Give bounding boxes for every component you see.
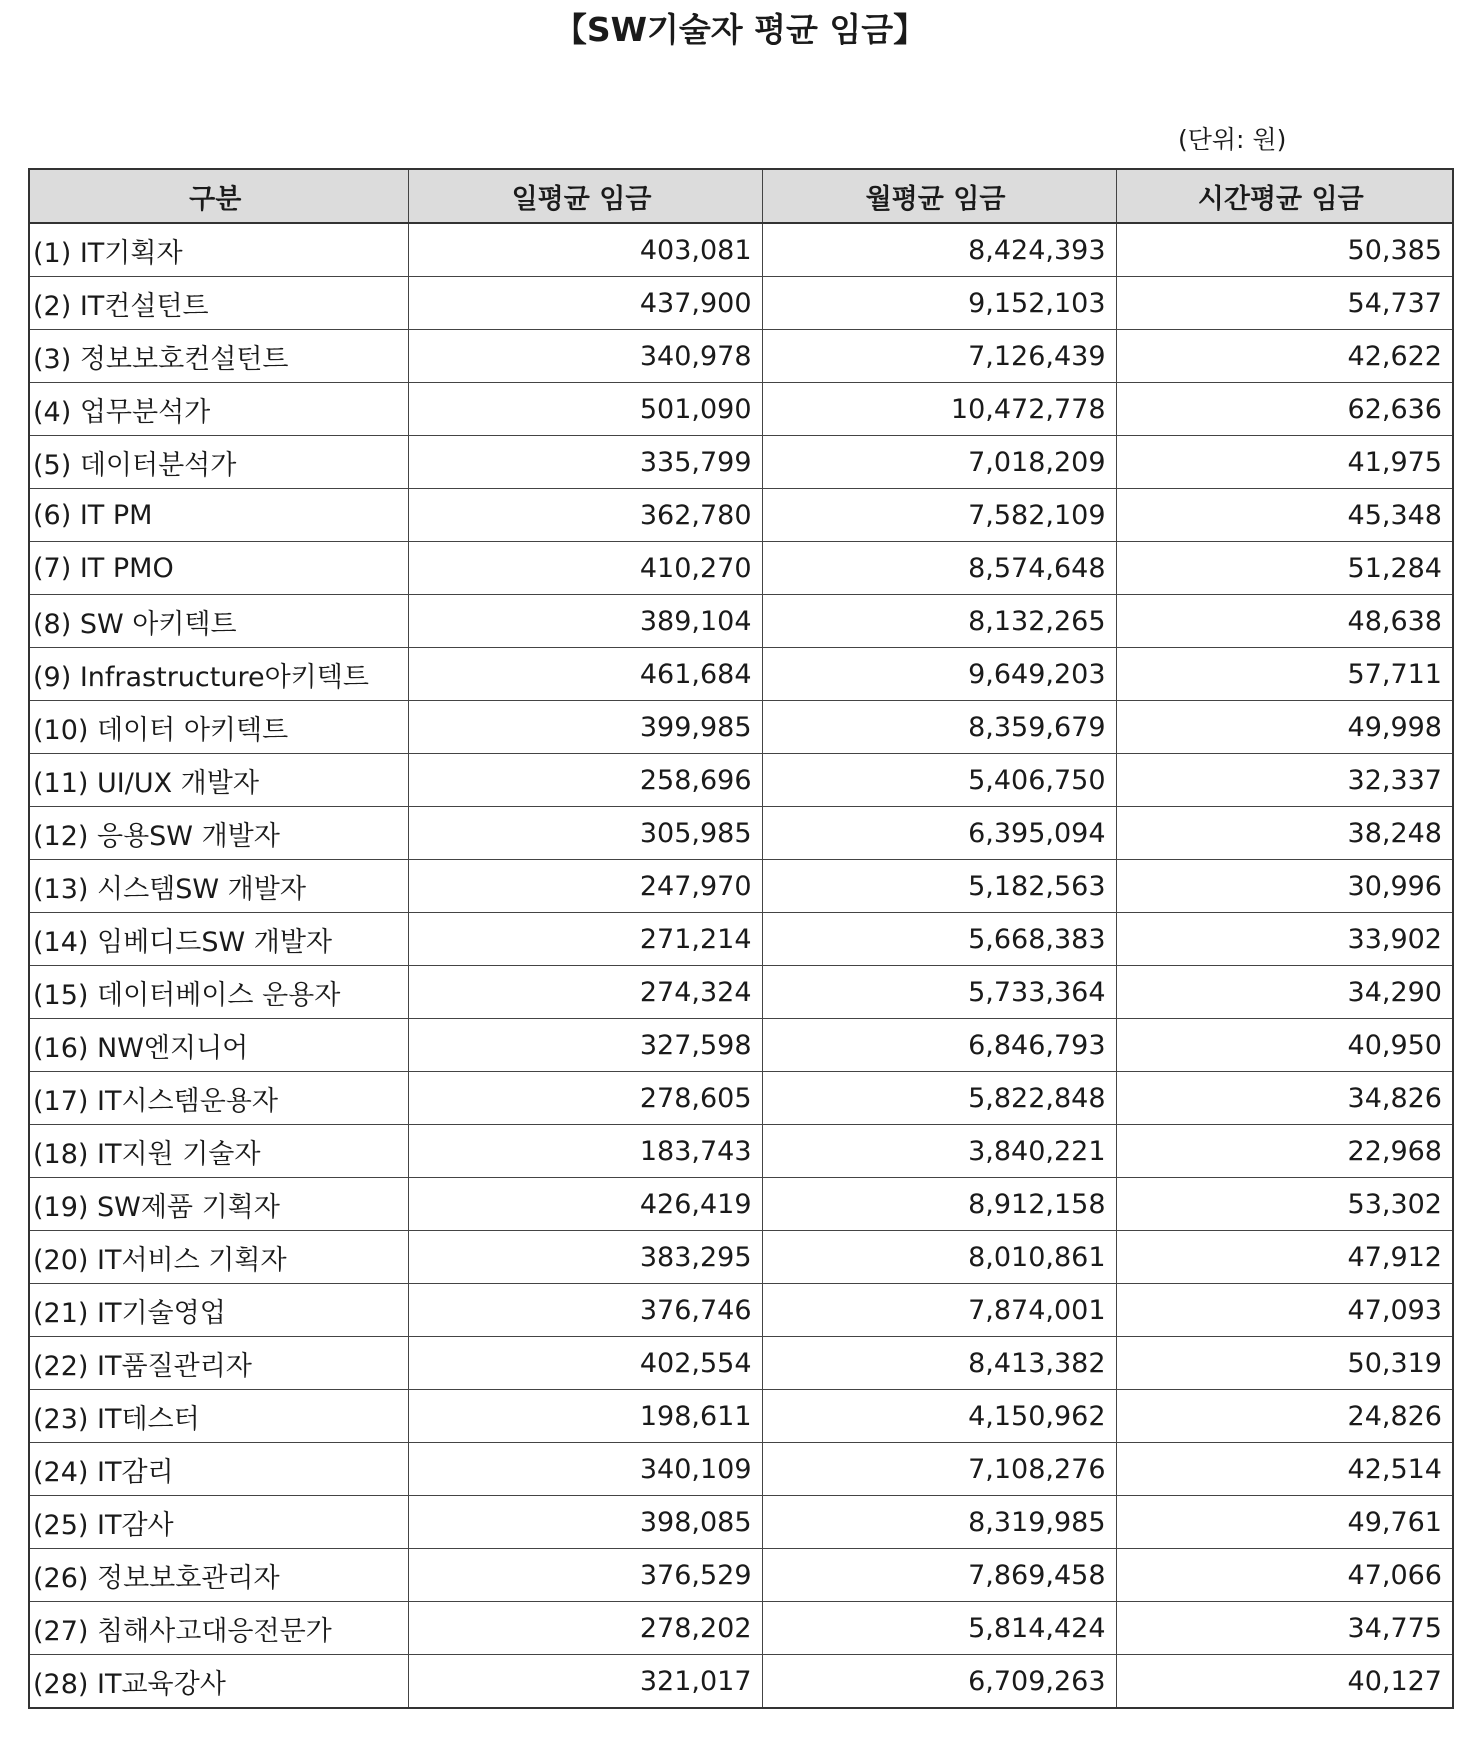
table-row (29, 1337, 1453, 1390)
table-row (29, 1178, 1453, 1231)
table-row (29, 1390, 1453, 1443)
header-row (29, 169, 1453, 223)
table-row (29, 1231, 1453, 1284)
daily-wage-cell: 437,900 (408, 277, 762, 330)
table-row (29, 1443, 1453, 1496)
hourly-wage-cell: 54,737 (1116, 277, 1453, 330)
header-daily-wage: 일평균 임금 (408, 169, 762, 223)
job-category-cell: (1) IT기획자 (29, 223, 408, 277)
monthly-wage-cell: 5,668,383 (762, 913, 1116, 966)
monthly-wage-cell: 5,182,563 (762, 860, 1116, 913)
hourly-wage-cell: 30,996 (1116, 860, 1453, 913)
table-row (29, 1602, 1453, 1655)
job-category-cell: (24) IT감리 (29, 1443, 408, 1496)
daily-wage-cell: 376,746 (408, 1284, 762, 1337)
table-row (29, 860, 1453, 913)
unit-note: (단위: 원) (1178, 125, 1287, 154)
daily-wage-cell: 399,985 (408, 701, 762, 754)
header-monthly-wage: 월평균 임금 (762, 169, 1116, 223)
table-row (29, 648, 1453, 701)
hourly-wage-cell: 42,622 (1116, 330, 1453, 383)
hourly-wage-cell: 50,385 (1116, 223, 1453, 277)
monthly-wage-cell: 6,709,263 (762, 1655, 1116, 1709)
daily-wage-cell: 376,529 (408, 1549, 762, 1602)
table-header (29, 169, 1453, 223)
job-category-cell: (16) NW엔지니어 (29, 1019, 408, 1072)
table-row (29, 1549, 1453, 1602)
table-row (29, 595, 1453, 648)
table-row (29, 701, 1453, 754)
job-category-cell: (27) 침해사고대응전문가 (29, 1602, 408, 1655)
job-category-cell: (23) IT테스터 (29, 1390, 408, 1443)
daily-wage-cell: 321,017 (408, 1655, 762, 1709)
monthly-wage-cell: 6,395,094 (762, 807, 1116, 860)
table-row (29, 1019, 1453, 1072)
monthly-wage-cell: 8,359,679 (762, 701, 1116, 754)
monthly-wage-cell: 5,733,364 (762, 966, 1116, 1019)
daily-wage-cell: 258,696 (408, 754, 762, 807)
hourly-wage-cell: 45,348 (1116, 489, 1453, 542)
hourly-wage-cell: 49,998 (1116, 701, 1453, 754)
table-row (29, 542, 1453, 595)
monthly-wage-cell: 7,874,001 (762, 1284, 1116, 1337)
monthly-wage-cell: 5,822,848 (762, 1072, 1116, 1125)
daily-wage-cell: 501,090 (408, 383, 762, 436)
monthly-wage-cell: 5,406,750 (762, 754, 1116, 807)
monthly-wage-cell: 7,869,458 (762, 1549, 1116, 1602)
job-category-cell: (8) SW 아키텍트 (29, 595, 408, 648)
table-row (29, 754, 1453, 807)
monthly-wage-cell: 3,840,221 (762, 1125, 1116, 1178)
daily-wage-cell: 247,970 (408, 860, 762, 913)
monthly-wage-cell: 8,010,861 (762, 1231, 1116, 1284)
hourly-wage-cell: 51,284 (1116, 542, 1453, 595)
job-category-cell: (11) UI/UX 개발자 (29, 754, 408, 807)
daily-wage-cell: 362,780 (408, 489, 762, 542)
daily-wage-cell: 403,081 (408, 223, 762, 277)
table-row (29, 330, 1453, 383)
hourly-wage-cell: 38,248 (1116, 807, 1453, 860)
table-row (29, 913, 1453, 966)
job-category-cell: (3) 정보보호컨설턴트 (29, 330, 408, 383)
hourly-wage-cell: 47,093 (1116, 1284, 1453, 1337)
daily-wage-cell: 198,611 (408, 1390, 762, 1443)
monthly-wage-cell: 8,132,265 (762, 595, 1116, 648)
monthly-wage-cell: 8,413,382 (762, 1337, 1116, 1390)
job-category-cell: (9) Infrastructure아키텍트 (29, 648, 408, 701)
hourly-wage-cell: 57,711 (1116, 648, 1453, 701)
daily-wage-cell: 389,104 (408, 595, 762, 648)
monthly-wage-cell: 8,319,985 (762, 1496, 1116, 1549)
monthly-wage-cell: 5,814,424 (762, 1602, 1116, 1655)
job-category-cell: (25) IT감사 (29, 1496, 408, 1549)
job-category-cell: (2) IT컨설턴트 (29, 277, 408, 330)
job-category-cell: (26) 정보보호관리자 (29, 1549, 408, 1602)
hourly-wage-cell: 22,968 (1116, 1125, 1453, 1178)
daily-wage-cell: 335,799 (408, 436, 762, 489)
daily-wage-cell: 426,419 (408, 1178, 762, 1231)
table-row (29, 1655, 1453, 1709)
hourly-wage-cell: 48,638 (1116, 595, 1453, 648)
daily-wage-cell: 278,605 (408, 1072, 762, 1125)
hourly-wage-cell: 24,826 (1116, 1390, 1453, 1443)
hourly-wage-cell: 32,337 (1116, 754, 1453, 807)
page-title: 【SW기술자 평균 임금】 (553, 10, 927, 49)
monthly-wage-cell: 7,126,439 (762, 330, 1116, 383)
daily-wage-cell: 340,978 (408, 330, 762, 383)
daily-wage-cell: 383,295 (408, 1231, 762, 1284)
daily-wage-cell: 398,085 (408, 1496, 762, 1549)
job-category-cell: (19) SW제품 기획자 (29, 1178, 408, 1231)
job-category-cell: (17) IT시스템운용자 (29, 1072, 408, 1125)
daily-wage-cell: 327,598 (408, 1019, 762, 1072)
job-category-cell: (5) 데이터분석가 (29, 436, 408, 489)
hourly-wage-cell: 41,975 (1116, 436, 1453, 489)
table-row (29, 1072, 1453, 1125)
table-row (29, 436, 1453, 489)
monthly-wage-cell: 8,912,158 (762, 1178, 1116, 1231)
table-body (29, 223, 1453, 1708)
table-row (29, 1496, 1453, 1549)
job-category-cell: (12) 응용SW 개발자 (29, 807, 408, 860)
monthly-wage-cell: 6,846,793 (762, 1019, 1116, 1072)
table-row (29, 277, 1453, 330)
table-row (29, 1284, 1453, 1337)
hourly-wage-cell: 34,775 (1116, 1602, 1453, 1655)
hourly-wage-cell: 50,319 (1116, 1337, 1453, 1390)
hourly-wage-cell: 42,514 (1116, 1443, 1453, 1496)
wage-table (28, 168, 1454, 1709)
hourly-wage-cell: 47,912 (1116, 1231, 1453, 1284)
hourly-wage-cell: 34,826 (1116, 1072, 1453, 1125)
hourly-wage-cell: 62,636 (1116, 383, 1453, 436)
monthly-wage-cell: 7,018,209 (762, 436, 1116, 489)
job-category-cell: (6) IT PM (29, 489, 408, 542)
daily-wage-cell: 271,214 (408, 913, 762, 966)
monthly-wage-cell: 8,574,648 (762, 542, 1116, 595)
daily-wage-cell: 410,270 (408, 542, 762, 595)
job-category-cell: (14) 임베디드SW 개발자 (29, 913, 408, 966)
job-category-cell: (4) 업무분석가 (29, 383, 408, 436)
monthly-wage-cell: 8,424,393 (762, 223, 1116, 277)
monthly-wage-cell: 9,649,203 (762, 648, 1116, 701)
monthly-wage-cell: 10,472,778 (762, 383, 1116, 436)
daily-wage-cell: 340,109 (408, 1443, 762, 1496)
hourly-wage-cell: 49,761 (1116, 1496, 1453, 1549)
job-category-cell: (13) 시스템SW 개발자 (29, 860, 408, 913)
job-category-cell: (22) IT품질관리자 (29, 1337, 408, 1390)
daily-wage-cell: 461,684 (408, 648, 762, 701)
daily-wage-cell: 402,554 (408, 1337, 762, 1390)
hourly-wage-cell: 53,302 (1116, 1178, 1453, 1231)
daily-wage-cell: 278,202 (408, 1602, 762, 1655)
daily-wage-cell: 183,743 (408, 1125, 762, 1178)
monthly-wage-cell: 7,108,276 (762, 1443, 1116, 1496)
table-row (29, 966, 1453, 1019)
table-row (29, 383, 1453, 436)
daily-wage-cell: 274,324 (408, 966, 762, 1019)
monthly-wage-cell: 7,582,109 (762, 489, 1116, 542)
header-hourly-wage: 시간평균 임금 (1116, 169, 1453, 223)
job-category-cell: (15) 데이터베이스 운용자 (29, 966, 408, 1019)
monthly-wage-cell: 9,152,103 (762, 277, 1116, 330)
header-category: 구분 (29, 169, 408, 223)
daily-wage-cell: 305,985 (408, 807, 762, 860)
table-row (29, 807, 1453, 860)
job-category-cell: (18) IT지원 기술자 (29, 1125, 408, 1178)
hourly-wage-cell: 33,902 (1116, 913, 1453, 966)
job-category-cell: (20) IT서비스 기획자 (29, 1231, 408, 1284)
job-category-cell: (28) IT교육강사 (29, 1655, 408, 1709)
job-category-cell: (21) IT기술영업 (29, 1284, 408, 1337)
hourly-wage-cell: 47,066 (1116, 1549, 1453, 1602)
hourly-wage-cell: 40,950 (1116, 1019, 1453, 1072)
table-row (29, 223, 1453, 277)
monthly-wage-cell: 4,150,962 (762, 1390, 1116, 1443)
job-category-cell: (7) IT PMO (29, 542, 408, 595)
hourly-wage-cell: 34,290 (1116, 966, 1453, 1019)
table-row (29, 489, 1453, 542)
hourly-wage-cell: 40,127 (1116, 1655, 1453, 1709)
job-category-cell: (10) 데이터 아키텍트 (29, 701, 408, 754)
table-row (29, 1125, 1453, 1178)
